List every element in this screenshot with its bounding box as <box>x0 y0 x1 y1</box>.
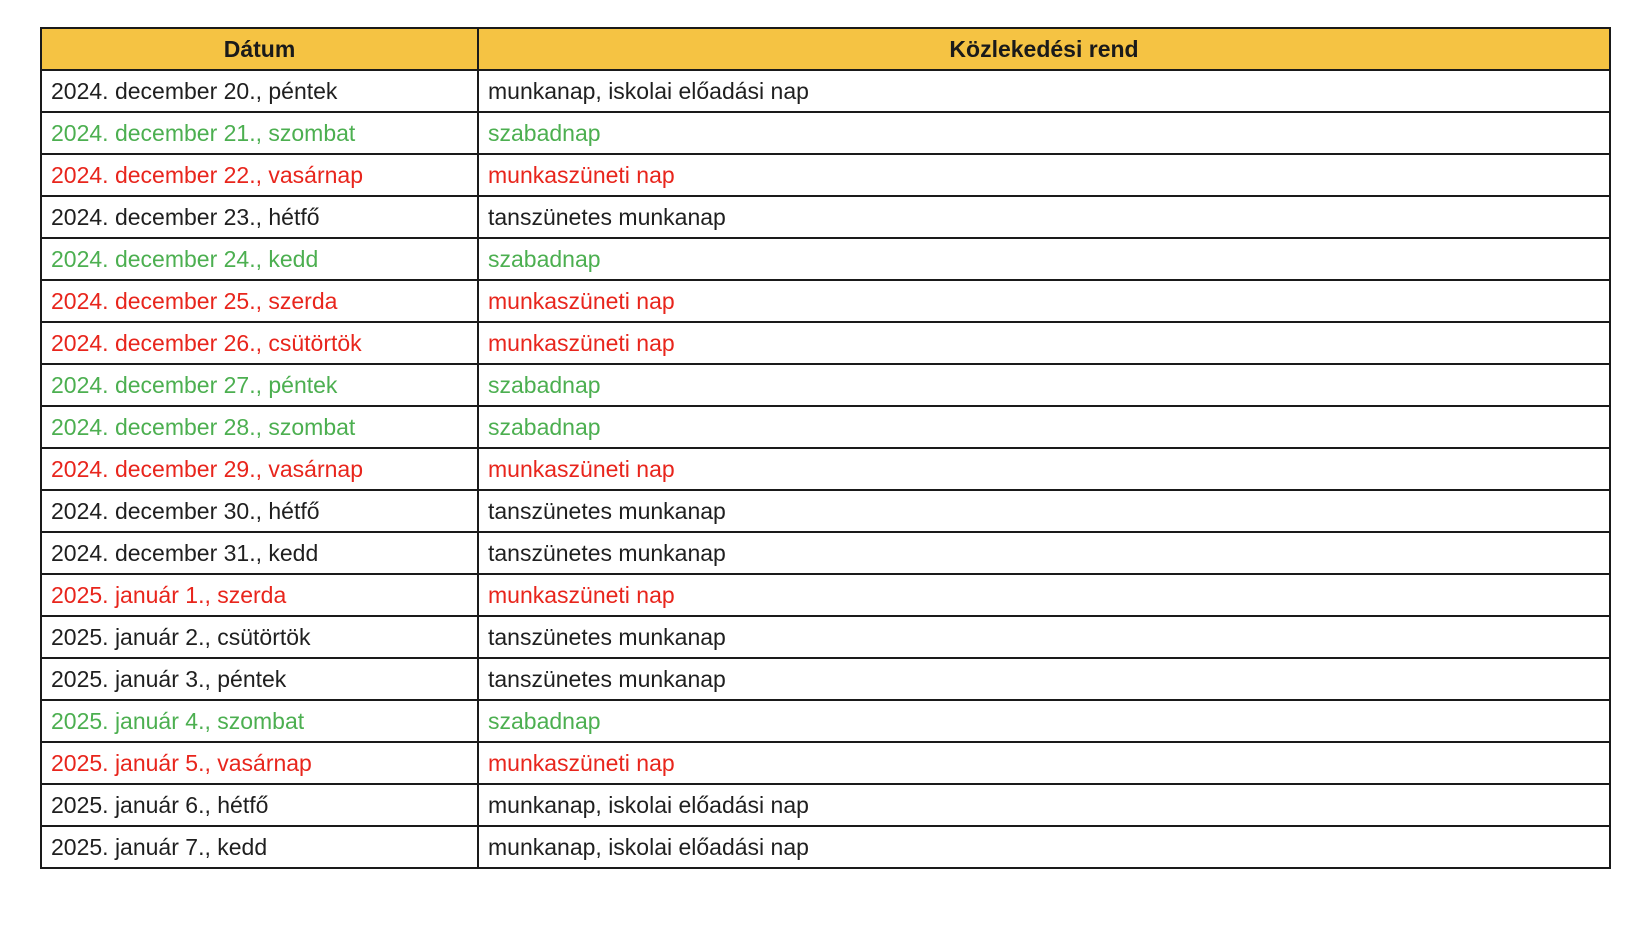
table-row <box>41 280 1610 322</box>
table-row <box>41 784 1610 826</box>
schedule-cell: szabadnap <box>478 238 1610 280</box>
table-row <box>41 196 1610 238</box>
table-row <box>41 448 1610 490</box>
schedule-cell: szabadnap <box>478 700 1610 742</box>
schedule-cell: munkaszüneti nap <box>478 448 1610 490</box>
table-row <box>41 322 1610 364</box>
table-row <box>41 490 1610 532</box>
table-row <box>41 658 1610 700</box>
schedule-table <box>40 27 1611 869</box>
table-row <box>41 826 1610 868</box>
date-cell: 2024. december 30., hétfő <box>41 490 478 532</box>
schedule-cell: munkaszüneti nap <box>478 574 1610 616</box>
table-row <box>41 238 1610 280</box>
schedule-cell: munkaszüneti nap <box>478 742 1610 784</box>
schedule-cell: tanszünetes munkanap <box>478 658 1610 700</box>
date-cell: 2024. december 29., vasárnap <box>41 448 478 490</box>
table-row <box>41 112 1610 154</box>
schedule-cell: szabadnap <box>478 112 1610 154</box>
table-row <box>41 532 1610 574</box>
date-cell: 2025. január 2., csütörtök <box>41 616 478 658</box>
date-cell: 2025. január 1., szerda <box>41 574 478 616</box>
schedule-cell: tanszünetes munkanap <box>478 616 1610 658</box>
schedule-cell: tanszünetes munkanap <box>478 196 1610 238</box>
date-cell: 2025. január 3., péntek <box>41 658 478 700</box>
date-cell: 2024. december 27., péntek <box>41 364 478 406</box>
date-cell: 2024. december 23., hétfő <box>41 196 478 238</box>
date-cell: 2024. december 26., csütörtök <box>41 322 478 364</box>
schedule-cell: munkaszüneti nap <box>478 322 1610 364</box>
date-cell: 2024. december 28., szombat <box>41 406 478 448</box>
schedule-cell: munkanap, iskolai előadási nap <box>478 784 1610 826</box>
date-cell: 2024. december 31., kedd <box>41 532 478 574</box>
date-cell: 2025. január 7., kedd <box>41 826 478 868</box>
table-row <box>41 742 1610 784</box>
column-header-date: Dátum <box>41 28 478 70</box>
schedule-cell: szabadnap <box>478 406 1610 448</box>
date-cell: 2024. december 21., szombat <box>41 112 478 154</box>
date-cell: 2024. december 25., szerda <box>41 280 478 322</box>
table-body <box>41 70 1610 868</box>
table-row <box>41 406 1610 448</box>
schedule-cell: munkanap, iskolai előadási nap <box>478 70 1610 112</box>
table-row <box>41 616 1610 658</box>
date-cell: 2025. január 4., szombat <box>41 700 478 742</box>
table-row <box>41 154 1610 196</box>
table-row <box>41 364 1610 406</box>
schedule-cell: munkaszüneti nap <box>478 280 1610 322</box>
table-row <box>41 70 1610 112</box>
table-row <box>41 700 1610 742</box>
date-cell: 2024. december 20., péntek <box>41 70 478 112</box>
column-header-schedule: Közlekedési rend <box>478 28 1610 70</box>
date-cell: 2024. december 24., kedd <box>41 238 478 280</box>
date-cell: 2024. december 22., vasárnap <box>41 154 478 196</box>
schedule-cell: munkaszüneti nap <box>478 154 1610 196</box>
date-cell: 2025. január 6., hétfő <box>41 784 478 826</box>
schedule-cell: munkanap, iskolai előadási nap <box>478 826 1610 868</box>
table-header-row <box>41 28 1610 70</box>
schedule-cell: tanszünetes munkanap <box>478 490 1610 532</box>
schedule-cell: tanszünetes munkanap <box>478 532 1610 574</box>
table-row <box>41 574 1610 616</box>
date-cell: 2025. január 5., vasárnap <box>41 742 478 784</box>
schedule-cell: szabadnap <box>478 364 1610 406</box>
schedule-table-wrapper <box>40 27 1611 869</box>
